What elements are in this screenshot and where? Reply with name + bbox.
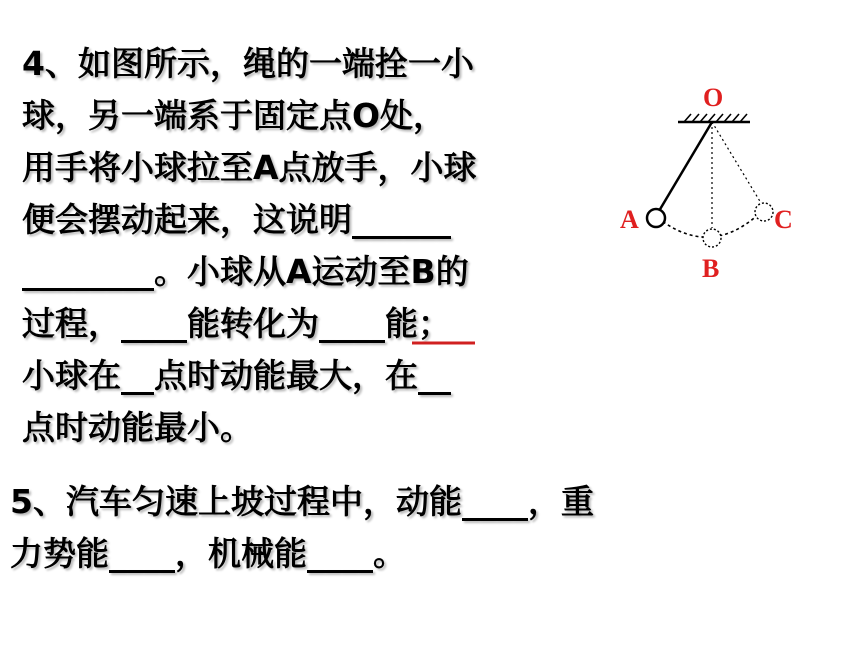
string-to-a (659, 122, 712, 211)
ball-a (647, 209, 665, 227)
question-4-line-6: 过程，____能转化为____能； (22, 304, 451, 343)
label-o: O (703, 83, 724, 112)
question-5-line-1: 5、汽车匀速上坡过程中，动能____，重 (10, 482, 594, 521)
question-4-line-7: 小球在__点时动能最大，在__ (22, 356, 451, 395)
question-4-line-3: 用手将小球拉至A点放手，小球 (22, 148, 477, 187)
label-c: C (774, 205, 793, 234)
question-5-line-2: 力势能____，机械能____。 (10, 534, 406, 573)
string-to-c (712, 122, 761, 203)
pendulum-diagram (600, 70, 820, 290)
label-a: A (620, 205, 639, 234)
ball-b (703, 229, 721, 247)
question-4-line-1: 4、如图所示，绳的一端拴一小 (22, 44, 474, 83)
question-4-line-5: ________。小球从A运动至B的 (22, 252, 469, 291)
question-4-line-2: 球，另一端系于固定点O处， (22, 96, 447, 135)
question-5 (10, 476, 850, 580)
question-4-line-8: 点时动能最小。 (22, 408, 253, 447)
question-4 (22, 38, 622, 454)
label-b: B (702, 254, 720, 283)
ball-c (755, 203, 773, 221)
question-4-line-4: 便会摆动起来，这说明______ (22, 200, 451, 239)
